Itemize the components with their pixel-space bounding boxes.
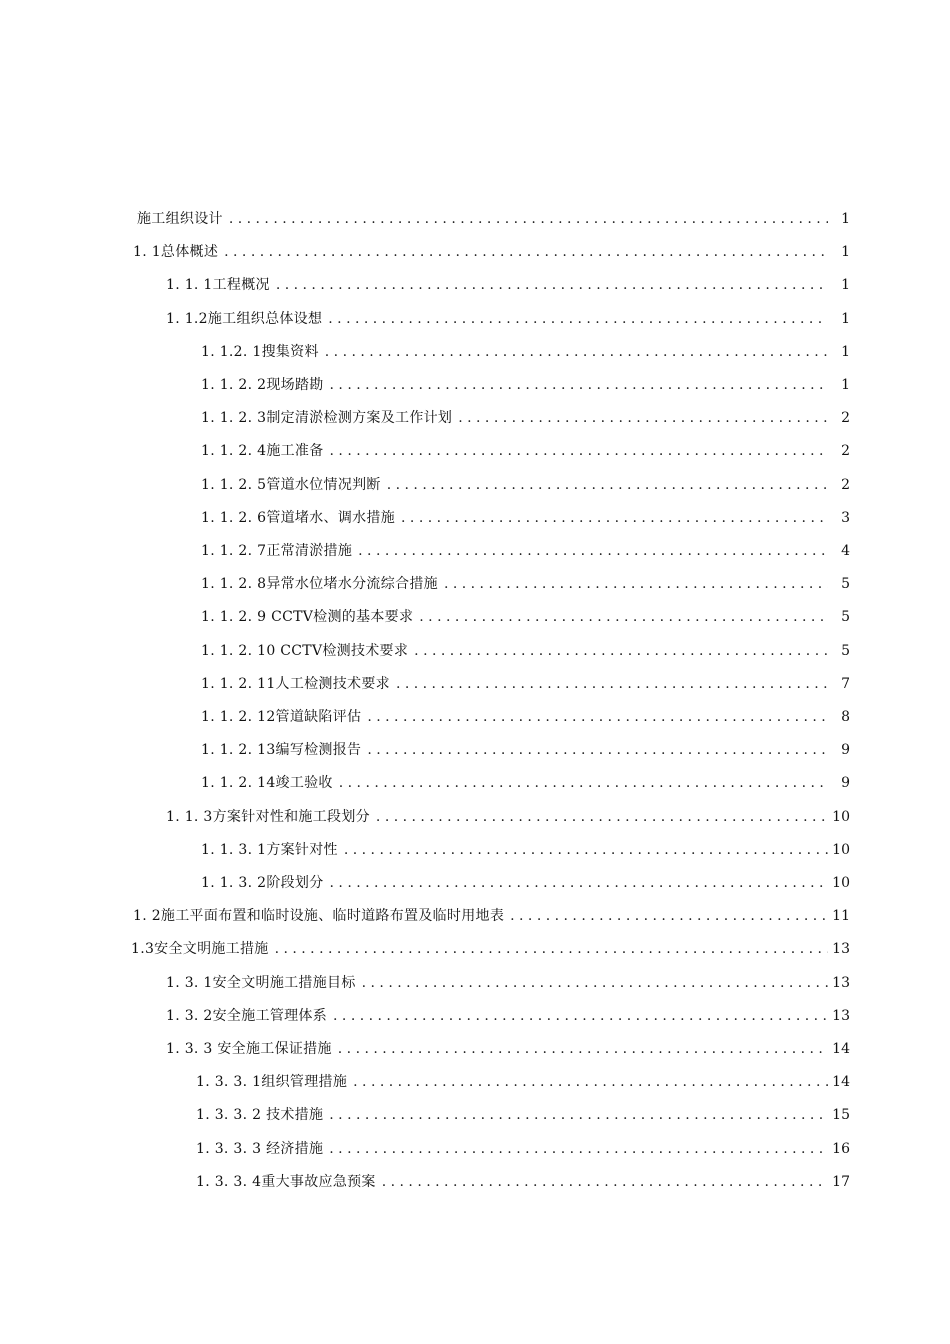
toc-entry-title: 1. 1. 2. 4施工准备 <box>201 443 324 459</box>
toc-entry-title: 1. 1. 2. 6管道堵水、调水措施 <box>201 510 396 526</box>
toc-entry[interactable] <box>133 240 850 264</box>
toc-entry-page-number: 10 <box>832 875 850 891</box>
toc-dot-leader <box>322 307 828 331</box>
toc-entry-page-number: 3 <box>841 510 850 526</box>
toc-entry[interactable] <box>201 406 850 430</box>
toc-entry[interactable] <box>201 605 850 629</box>
toc-entry[interactable] <box>131 937 850 961</box>
toc-entry-title: 1. 1. 3方案针对性和施工段划分 <box>166 809 370 825</box>
toc-dot-leader <box>270 273 828 297</box>
toc-entry-page-number: 1 <box>841 311 850 327</box>
toc-entry[interactable] <box>166 273 850 297</box>
toc-entry-page-number: 2 <box>841 477 850 493</box>
toc-entry-page-number: 15 <box>832 1107 850 1123</box>
toc-entry[interactable] <box>133 904 850 928</box>
toc-entry[interactable] <box>201 838 850 862</box>
toc-entry[interactable] <box>201 672 850 696</box>
toc-dot-leader <box>452 406 828 430</box>
toc-entry[interactable] <box>196 1170 850 1194</box>
toc-entry-page-number: 5 <box>841 576 850 592</box>
toc-entry-title: 1. 1.2. 1搜集资料 <box>201 344 319 360</box>
toc-entry[interactable] <box>201 539 850 563</box>
toc-entry[interactable] <box>201 572 850 596</box>
toc-entry-page-number: 1 <box>841 244 850 260</box>
toc-entry[interactable] <box>166 307 850 331</box>
toc-dot-leader <box>395 506 828 530</box>
toc-dot-leader <box>361 705 828 729</box>
toc-entry-page-number: 9 <box>841 742 850 758</box>
toc-entry[interactable] <box>196 1103 850 1127</box>
toc-entry[interactable] <box>166 1037 850 1061</box>
toc-dot-leader <box>504 904 828 928</box>
toc-dot-leader <box>338 838 828 862</box>
toc-entry-page-number: 9 <box>841 775 850 791</box>
toc-dot-leader <box>324 373 828 397</box>
toc-dot-leader <box>319 340 828 364</box>
toc-dot-leader <box>413 605 828 629</box>
toc-entry-page-number: 10 <box>832 842 850 858</box>
toc-entry-page-number: 14 <box>832 1074 850 1090</box>
toc-dot-leader <box>324 439 828 463</box>
toc-entry-title: 1. 1. 2. 11人工检测技术要求 <box>201 676 390 692</box>
toc-entry-title: 1. 1.2施工组织总体设想 <box>166 311 323 327</box>
toc-entry-title: 1. 3. 1安全文明施工措施目标 <box>166 975 356 991</box>
toc-entry[interactable] <box>201 639 850 663</box>
toc-dot-leader <box>390 672 828 696</box>
toc-entry-title: 1. 3. 2安全施工管理体系 <box>166 1008 328 1024</box>
toc-entry-title: 1. 1. 2. 5管道水位情况判断 <box>201 477 381 493</box>
toc-entry-page-number: 8 <box>841 709 850 725</box>
toc-entry-page-number: 14 <box>832 1041 850 1057</box>
toc-entry-page-number: 1 <box>841 277 850 293</box>
toc-entry-title: 1. 3. 3 安全施工保证措施 <box>166 1041 332 1057</box>
toc-dot-leader <box>347 1070 828 1094</box>
toc-dot-leader <box>438 572 828 596</box>
toc-entry[interactable] <box>137 207 850 231</box>
toc-entry[interactable] <box>201 771 850 795</box>
toc-entry[interactable] <box>201 439 850 463</box>
toc-dot-leader <box>361 738 828 762</box>
toc-dot-leader <box>370 805 828 829</box>
toc-entry[interactable] <box>201 506 850 530</box>
toc-entry-page-number: 1 <box>841 211 850 227</box>
toc-entry-title: 1. 3. 3. 4重大事故应急预案 <box>196 1174 376 1190</box>
toc-entry-title: 1. 1. 2. 3制定清淤检测方案及工作计划 <box>201 410 453 426</box>
toc-dot-leader <box>408 639 828 663</box>
toc-entry-title: 1. 1. 2. 13编写检测报告 <box>201 742 362 758</box>
toc-entry-title: 施工组织设计 <box>137 211 223 227</box>
toc-entry-title: 1. 1. 2. 9 CCTV检测的基本要求 <box>201 609 414 625</box>
toc-entry[interactable] <box>201 871 850 895</box>
toc-dot-leader <box>327 1004 828 1028</box>
toc-entry-title: 1. 3. 3. 1组织管理措施 <box>196 1074 348 1090</box>
toc-entry-page-number: 10 <box>832 809 850 825</box>
toc-dot-leader <box>376 1170 828 1194</box>
toc-entry-page-number: 1 <box>841 344 850 360</box>
toc-entry-title: 1. 1. 3. 2阶段划分 <box>201 875 324 891</box>
toc-dot-leader <box>356 971 828 995</box>
toc-entry-title: 1. 1. 2. 8异常水位堵水分流综合措施 <box>201 576 438 592</box>
toc-dot-leader <box>381 473 828 497</box>
toc-dot-leader <box>352 539 828 563</box>
toc-entry-page-number: 13 <box>832 975 850 991</box>
toc-entry-title: 1. 1. 2. 12管道缺陷评估 <box>201 709 362 725</box>
toc-entry-title: 1. 3. 3. 2 技术措施 <box>196 1107 324 1123</box>
toc-entry-page-number: 13 <box>832 1008 850 1024</box>
toc-entry-page-number: 4 <box>841 543 850 559</box>
toc-entry-title: 1. 1. 1工程概况 <box>166 277 270 293</box>
toc-entry-title: 1. 1. 2. 2现场踏勘 <box>201 377 324 393</box>
toc-dot-leader <box>324 871 828 895</box>
toc-dot-leader <box>333 771 828 795</box>
toc-entry[interactable] <box>201 738 850 762</box>
toc-dot-leader <box>269 937 828 961</box>
toc-dot-leader <box>323 1137 828 1161</box>
toc-entry[interactable] <box>201 373 850 397</box>
toc-entry-title: 1. 1. 2. 14竣工验收 <box>201 775 333 791</box>
toc-entry[interactable] <box>201 705 850 729</box>
toc-entry-page-number: 13 <box>832 941 850 957</box>
toc-entry-page-number: 7 <box>841 676 850 692</box>
toc-entry[interactable] <box>196 1070 850 1094</box>
toc-entry-page-number: 5 <box>841 609 850 625</box>
toc-entry[interactable] <box>166 805 850 829</box>
toc-entry-title: 1. 1. 2. 10 CCTV检测技术要求 <box>201 643 409 659</box>
toc-entry-title: 1. 1总体概述 <box>133 244 219 260</box>
toc-entry-page-number: 1 <box>841 377 850 393</box>
toc-entry[interactable] <box>166 971 850 995</box>
toc-dot-leader <box>323 1103 828 1127</box>
toc-entry-page-number: 2 <box>841 443 850 459</box>
toc-entry-title: 1. 3. 3. 3 经济措施 <box>196 1141 324 1157</box>
toc-entry-title: 1.3安全文明施工措施 <box>131 941 269 957</box>
toc-entry[interactable] <box>196 1137 850 1161</box>
toc-entry[interactable] <box>166 1004 850 1028</box>
toc-entry-page-number: 11 <box>832 908 850 924</box>
toc-entry[interactable] <box>201 473 850 497</box>
toc-dot-leader <box>223 207 828 231</box>
toc-entry-page-number: 2 <box>841 410 850 426</box>
toc-dot-leader <box>218 240 828 264</box>
toc-entry-page-number: 5 <box>841 643 850 659</box>
toc-entry-title: 1. 1. 2. 7正常清淤措施 <box>201 543 353 559</box>
toc-entry[interactable] <box>201 340 850 364</box>
toc-dot-leader <box>332 1037 828 1061</box>
toc-entry-page-number: 16 <box>832 1141 850 1157</box>
toc-entry-title: 1. 2施工平面布置和临时设施、临时道路布置及临时用地表 <box>133 908 505 924</box>
toc-entry-title: 1. 1. 3. 1方案针对性 <box>201 842 338 858</box>
toc-entry-page-number: 17 <box>832 1174 850 1190</box>
